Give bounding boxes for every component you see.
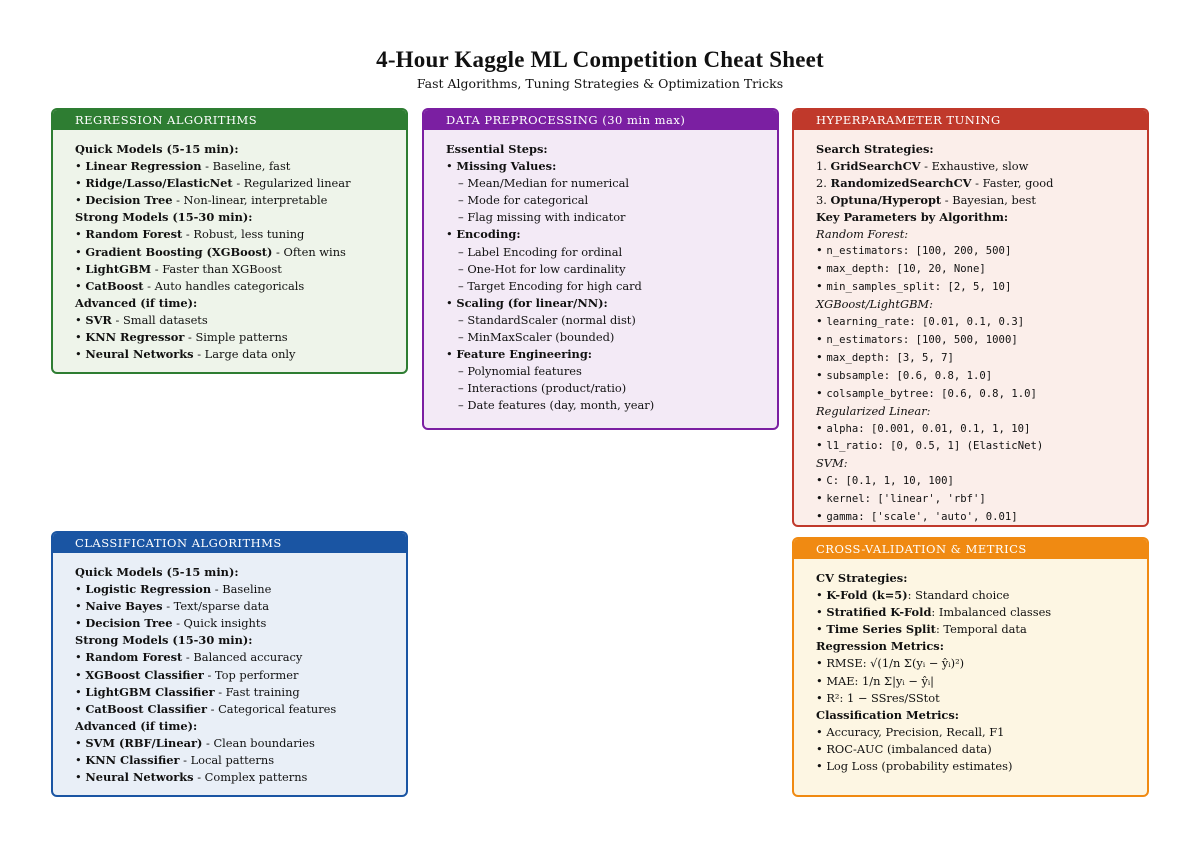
list-item: • Decision Tree - Non-linear, interpretable [75, 193, 328, 208]
page-subtitle: Fast Algorithms, Tuning Strategies & Optimization Tricks [416, 76, 784, 91]
param-item: • l1_ratio: [0, 0.5, 1] (ElasticNet) [816, 438, 1044, 453]
item-name: LightGBM Classifier [85, 684, 215, 699]
item-name: Time Series Split [826, 622, 936, 637]
list-item: • Ridge/Lasso/ElasticNet - Regularized linear [75, 176, 351, 191]
sub-list-item: – StandardScaler (normal dist) [458, 312, 636, 327]
preprocessing-panel [422, 108, 779, 430]
subsection-label: SVM: [816, 456, 848, 471]
item-desc: - Text/sparse data [162, 599, 270, 614]
sub-item-text: Interactions (product/ratio) [467, 381, 627, 396]
param-values: : ['scale', 'auto', 0.01] [858, 511, 1018, 524]
item-name: SVM (RBF/Linear) [85, 735, 203, 750]
item-desc: : Imbalanced classes [931, 605, 1052, 620]
param-key: l1_ratio [826, 440, 878, 453]
item-desc: - Often wins [272, 244, 346, 259]
sub-list-item: – MinMaxScaler (bounded) [458, 330, 615, 345]
item-name: KNN Classifier [85, 753, 180, 768]
list-item: • Neural Networks - Complex patterns [75, 770, 308, 785]
list-item: • XGBoost Classifier - Top performer [75, 667, 299, 682]
item-name: Encoding: [456, 227, 521, 242]
list-item: • Accuracy, Precision, Recall, F1 [816, 724, 1005, 739]
param-item: • max_depth: [3, 5, 7] [816, 349, 954, 364]
item-desc: : Temporal data [935, 622, 1027, 637]
preprocessing-header: DATA PREPROCESSING (30 min max) [424, 110, 777, 130]
param-item: • subsample: [0.6, 0.8, 1.0] [816, 367, 993, 382]
list-item: • Log Loss (probability estimates) [816, 759, 1013, 774]
numbered-item [816, 175, 1147, 192]
item-desc: - Baseline [211, 582, 272, 597]
item-desc: - Non-linear, interpretable [172, 193, 328, 208]
list-item: • Encoding: [446, 227, 521, 242]
item-name: Neural Networks [85, 347, 194, 362]
item-desc: - Balanced accuracy [182, 650, 303, 665]
item-number: 3. [816, 192, 827, 207]
classification-panel [51, 531, 408, 797]
sub-list-item: – Interactions (product/ratio) [458, 381, 627, 396]
item-name: KNN Regressor [85, 330, 185, 345]
list-item: • Naive Bayes - Text/sparse data [75, 599, 270, 614]
list-item-text: MAE: 1/n Σ|yᵢ − ŷᵢ| [826, 673, 935, 688]
item-name: Ridge/Lasso/ElasticNet [85, 176, 233, 191]
item-name: RandomizedSearchCV [830, 175, 972, 190]
param-key: gamma [826, 511, 859, 524]
tuning-body [794, 130, 1147, 526]
section-heading: Advanced (if time): [75, 295, 198, 310]
sub-item-text: Label Encoding for ordinal [467, 244, 623, 259]
section-heading: Essential Steps: [446, 142, 548, 156]
item-desc: - Complex patterns [193, 770, 308, 785]
item-name: Naive Bayes [85, 599, 163, 614]
list-item-text: Accuracy, Precision, Recall, F1 [826, 724, 1005, 739]
classification-body [53, 553, 406, 786]
preprocessing-body [424, 130, 777, 415]
list-item-text: ROC-AUC (imbalanced data) [826, 741, 992, 756]
item-name: CatBoost [85, 278, 144, 293]
item-desc: - Faster than XGBoost [151, 261, 282, 276]
item-name: Gradient Boosting (XGBoost) [85, 244, 273, 259]
param-item: • n_estimators: [100, 200, 500] [816, 243, 1012, 258]
item-name: GridSearchCV [830, 158, 921, 173]
param-values: : [100, 200, 500] [902, 245, 1012, 258]
param-values: : [3, 5, 7] [883, 351, 954, 364]
sub-list-item: – Mean/Median for numerical [458, 176, 630, 191]
item-name: K-Fold (k=5) [826, 588, 908, 603]
regression-header: REGRESSION ALGORITHMS [53, 110, 406, 130]
item-name: Random Forest [85, 650, 183, 665]
item-desc: - Clean boundaries [202, 735, 315, 750]
param-item: • C: [0.1, 1, 10, 100] [816, 473, 954, 488]
list-item-text: R²: 1 − SSres/SStot [826, 690, 940, 705]
item-name: Decision Tree [85, 616, 173, 631]
sub-item-text: Flag missing with indicator [467, 210, 626, 225]
classification-header: CLASSIFICATION ALGORITHMS [53, 533, 406, 553]
section-heading: Regression Metrics: [816, 639, 944, 654]
list-item: • Random Forest - Balanced accuracy [75, 650, 303, 665]
subsection-label: Random Forest: [816, 226, 909, 241]
list-item: • KNN Regressor - Simple patterns [75, 330, 288, 345]
item-desc: - Regularized linear [232, 176, 351, 191]
item-name: Missing Values: [456, 159, 557, 174]
list-item: • KNN Classifier - Local patterns [75, 753, 275, 768]
item-desc: : Standard choice [907, 588, 1010, 603]
param-key: max_depth [826, 263, 884, 276]
sub-list-item: – Target Encoding for high card [458, 278, 642, 293]
item-number: 1. [816, 158, 827, 173]
param-key: alpha [826, 422, 859, 435]
param-item: • gamma: ['scale', 'auto', 0.01] [816, 509, 1018, 524]
list-item: • SVR - Small datasets [75, 312, 208, 327]
section-heading: Key Parameters by Algorithm: [816, 209, 1009, 224]
item-desc: - Auto handles categoricals [143, 278, 305, 293]
param-key: C [826, 475, 833, 488]
param-item: • colsample_bytree: [0.6, 0.8, 1.0] [816, 385, 1037, 400]
sub-item-text: Date features (day, month, year) [467, 398, 655, 413]
param-item: • kernel: ['linear', 'rbf'] [816, 491, 986, 506]
sub-list-item: – One-Hot for low cardinality [458, 261, 626, 276]
list-item: • LightGBM - Faster than XGBoost [75, 261, 282, 276]
item-name: Neural Networks [85, 770, 194, 785]
item-desc: - Top performer [203, 667, 299, 682]
list-item: • Scaling (for linear/NN): [446, 295, 608, 310]
param-key: n_estimators [826, 333, 903, 346]
sub-item-text: Mean/Median for numerical [467, 176, 630, 191]
item-desc: - Faster, good [971, 175, 1054, 190]
param-key: min_samples_split [826, 281, 935, 294]
item-name: Scaling (for linear/NN): [456, 295, 608, 310]
list-item: • CatBoost Classifier - Categorical features [75, 701, 337, 716]
section-heading: Strong Models (15-30 min): [75, 210, 253, 225]
section-heading: Strong Models (15-30 min): [75, 633, 253, 648]
item-desc: - Local patterns [179, 753, 275, 768]
subsection-label: XGBoost/LightGBM: [816, 297, 933, 312]
sub-item-text: StandardScaler (normal dist) [467, 312, 636, 327]
sub-list-item: – Polynomial features [458, 364, 582, 379]
numbered-item [816, 192, 1147, 209]
list-item: • MAE: 1/n Σ|yᵢ − ŷᵢ| [816, 673, 935, 688]
list-item: • Decision Tree - Quick insights [75, 616, 267, 631]
item-name: Decision Tree [85, 193, 173, 208]
item-desc: - Simple patterns [184, 330, 288, 345]
tuning-header: HYPERPARAMETER TUNING [794, 110, 1147, 130]
list-item: • Gradient Boosting (XGBoost) - Often wins [75, 244, 346, 259]
item-name: Optuna/Hyperopt [830, 192, 942, 207]
param-key: learning_rate [826, 316, 910, 329]
list-item: • Logistic Regression - Baseline [75, 582, 272, 597]
param-item: • n_estimators: [100, 500, 1000] [816, 331, 1018, 346]
list-item: • RMSE: √(1/n Σ(yᵢ − ŷᵢ)²) [816, 656, 965, 671]
numbered-item [816, 158, 1147, 175]
param-item: • alpha: [0.001, 0.01, 0.1, 1, 10] [816, 420, 1031, 435]
list-item: • CatBoost - Auto handles categoricals [75, 278, 305, 293]
item-desc: - Bayesian, best [941, 192, 1036, 207]
item-name: Random Forest [85, 227, 183, 242]
regression-body [53, 130, 406, 363]
param-key: max_depth [826, 351, 884, 364]
item-name: Stratified K-Fold [826, 605, 932, 620]
item-name: Linear Regression [85, 159, 202, 174]
section-heading: Advanced (if time): [75, 718, 198, 733]
list-item: • Stratified K-Fold: Imbalanced classes [816, 605, 1052, 620]
list-item: • Linear Regression - Baseline, fast [75, 159, 291, 174]
sub-list-item: – Flag missing with indicator [458, 210, 626, 225]
list-item-text: Log Loss (probability estimates) [826, 759, 1013, 774]
sub-item-text: MinMaxScaler (bounded) [467, 330, 615, 345]
param-values: : [0.1, 1, 10, 100] [832, 475, 954, 488]
sub-list-item: – Date features (day, month, year) [458, 398, 655, 413]
sub-list-item: – Label Encoding for ordinal [458, 244, 623, 259]
item-desc: - Exhaustive, slow [920, 158, 1029, 173]
item-name: Feature Engineering: [456, 347, 593, 362]
sub-list-item: – Mode for categorical [458, 193, 589, 208]
param-values: : [0, 0.5, 1] (ElasticNet) [877, 440, 1044, 453]
section-heading: Quick Models (5-15 min): [75, 565, 239, 579]
item-name: LightGBM [85, 261, 152, 276]
item-number: 2. [816, 175, 827, 190]
param-key: n_estimators [826, 245, 903, 258]
item-desc: - Fast training [214, 684, 300, 699]
item-name: CatBoost Classifier [85, 701, 207, 716]
list-item: • SVM (RBF/Linear) - Clean boundaries [75, 735, 315, 750]
param-values: : [0.01, 0.1, 0.3] [909, 316, 1025, 329]
page-title: 4-Hour Kaggle ML Competition Cheat Sheet [376, 47, 824, 72]
regression-panel [51, 108, 408, 374]
param-key: colsample_bytree [826, 387, 929, 400]
list-item-text: RMSE: √(1/n Σ(yᵢ − ŷᵢ)²) [826, 656, 965, 671]
param-key: subsample [826, 369, 884, 382]
param-item: • min_samples_split: [2, 5, 10] [816, 279, 1012, 294]
cv-body [794, 559, 1147, 775]
item-name: Logistic Regression [85, 582, 212, 597]
param-values: : [2, 5, 10] [934, 281, 1012, 294]
item-desc: - Quick insights [172, 616, 267, 631]
item-desc: - Small datasets [111, 312, 208, 327]
list-item: • Feature Engineering: [446, 347, 593, 362]
sub-item-text: Polynomial features [467, 364, 582, 379]
cv-header: CROSS-VALIDATION & METRICS [794, 539, 1147, 559]
item-name: SVR [85, 312, 112, 327]
list-item: • Random Forest - Robust, less tuning [75, 227, 305, 242]
list-item: • LightGBM Classifier - Fast training [75, 684, 300, 699]
item-desc: - Baseline, fast [201, 159, 291, 174]
sub-item-text: One-Hot for low cardinality [467, 261, 626, 276]
param-values: : ['linear', 'rbf'] [864, 493, 986, 506]
list-item: • ROC-AUC (imbalanced data) [816, 741, 992, 756]
param-values: : [0.6, 0.8, 1.0] [883, 369, 993, 382]
param-values: : [0.001, 0.01, 0.1, 1, 10] [858, 422, 1031, 435]
param-values: : [100, 500, 1000] [902, 333, 1018, 346]
item-desc: - Robust, less tuning [182, 227, 305, 242]
section-heading: Quick Models (5-15 min): [75, 142, 239, 156]
section-heading: Search Strategies: [816, 142, 934, 156]
param-values: : [0.6, 0.8, 1.0] [928, 387, 1037, 400]
item-name: XGBoost Classifier [85, 667, 204, 682]
param-key: kernel [826, 493, 865, 506]
list-item: • K-Fold (k=5): Standard choice [816, 588, 1010, 603]
subsection-label: Regularized Linear: [816, 403, 931, 418]
sub-item-text: Mode for categorical [467, 193, 589, 208]
param-values: : [10, 20, None] [883, 263, 986, 276]
param-item: • max_depth: [10, 20, None] [816, 261, 986, 276]
tuning-panel [792, 108, 1149, 527]
item-desc: - Large data only [193, 347, 296, 362]
list-item: • Missing Values: [446, 159, 557, 174]
item-desc: - Categorical features [206, 701, 337, 716]
cv-panel [792, 537, 1149, 797]
list-item: • Neural Networks - Large data only [75, 347, 296, 362]
sub-item-text: Target Encoding for high card [467, 278, 642, 293]
section-heading: Classification Metrics: [816, 707, 959, 722]
section-heading: CV Strategies: [816, 571, 908, 585]
list-item: • R²: 1 − SSres/SStot [816, 690, 940, 705]
param-item: • learning_rate: [0.01, 0.1, 0.3] [816, 314, 1025, 329]
list-item: • Time Series Split: Temporal data [816, 622, 1027, 637]
